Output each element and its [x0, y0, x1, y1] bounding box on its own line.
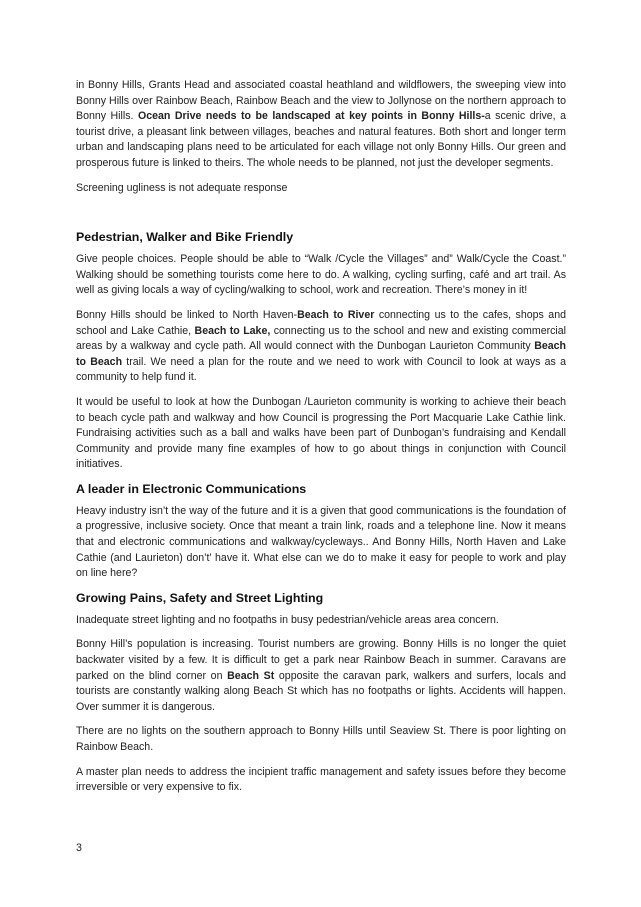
heading-communications: A leader in Electronic Communications	[76, 481, 307, 496]
bold-text: Beach to Lake,	[194, 324, 271, 337]
paragraph-industry: Heavy industry isn’t the way of the future and it is a given that good communications is the foundation of a progressive, inclusive society. Once that meant a train link, roads and a telephone line. Now it means that and electronic communications and walkway/cycleways.. And Bonny Hills, North Haven and Lake Cathie (and Laurieton) don’t’ have it. What else can we do to make it easy for people to work and play on line here?	[76, 504, 566, 580]
paragraph-text: Bonny Hill’s population is increasing. Tourist numbers are growing. Bonny Hills is no longer the quiet backwater visited by a few. It is difficult to get a park near Rainbow Beach in summer. Caravans are parked on the blind corner on	[76, 638, 566, 682]
paragraph-master-plan: A master plan needs to address the incipient traffic management and safety issues before they become irreversible or very expensive to fix.	[76, 765, 566, 794]
paragraph-choices: Give people choices. People should be able to “Walk /Cycle the Villages” and” Walk/Cycle the Coast.” Walking should be something tourists come here to do. A walking, cycling surfing, café and art trail. As well as giving locals a way of cycling/walking to school, work and recreation. There’s money in it!	[76, 253, 566, 297]
heading-pedestrian: Pedestrian, Walker and Bike Friendly	[76, 230, 294, 245]
paragraph-dunbogan: It would be useful to look at how the Dunbogan /Laurieton community is working to achieve their beach to beach cycle path and walkway and how Council is progressing the Port Macquarie Lake Cathie link. Fundraising activities such as a ball and walks have been part of Dunbogan’s fundraising and Kendall Community and provide many fine examples of how to go about things in conjunction with Council initiatives.	[76, 395, 566, 471]
paragraph-screening: Screening ugliness is not adequate response	[76, 181, 288, 194]
page-number: 3	[76, 842, 82, 854]
paragraph-text: a scenic drive, a tourist drive, a pleasant link between villages, beaches and natural features. Both short and longer term urban and landscaping plans need to be articulated for each village not only Bonny Hills. Our green and prosperous future is linked to theirs. The whole needs to be planned, not just the developer segments.	[76, 110, 566, 169]
paragraph-text: opposite the caravan park, walkers and surfers, locals and tourists are constantly walking along Beach St which has no footpaths or lights. Accidents will happen. Over summer it is dangerous.	[76, 669, 566, 713]
paragraph-text: Bonny Hills should be linked to North Haven-	[76, 308, 298, 321]
paragraph-southern-approach: There are no lights on the southern approach to Bonny Hills until Seaview St. There is poor lighting on Rainbow Beach.	[76, 725, 566, 753]
paragraph-text: connecting us to the school and new and existing commercial areas by a walkway and cycle path. All would connect with the Dunbogan Laurieton Community	[76, 324, 567, 353]
paragraph-links	[76, 308, 566, 386]
bold-text: Beach to River	[297, 308, 375, 321]
bold-text: Beach to Beach	[76, 340, 566, 368]
paragraph-population	[76, 637, 566, 715]
heading-growing-pains: Growing Pains, Safety and Street Lighting	[76, 590, 324, 605]
paragraph-text: connecting us to the cafes, shops and school and Lake Cathie,	[76, 308, 566, 337]
paragraph-text: trail. We need a plan for the route and we need to work with Council to look at ways as a community to help fund it.	[76, 355, 566, 384]
bold-text: Ocean Drive needs to be landscaped at key points in Bonny Hills-	[138, 110, 485, 123]
paragraph-ocean-drive	[76, 78, 566, 172]
bold-text: Beach St	[227, 669, 275, 682]
paragraph-text: in Bonny Hills, Grants Head and associated coastal heathland and wildflowers, the sweeping view into Bonny Hills over Rainbow Beach, Rainbow Beach and the view to Jollynose on the northern approach to Bonny Hills.	[76, 79, 566, 123]
page-content	[76, 78, 566, 805]
paragraph-lighting: Inadequate street lighting and no footpaths in busy pedestrian/vehicle areas area concern.	[76, 613, 499, 626]
